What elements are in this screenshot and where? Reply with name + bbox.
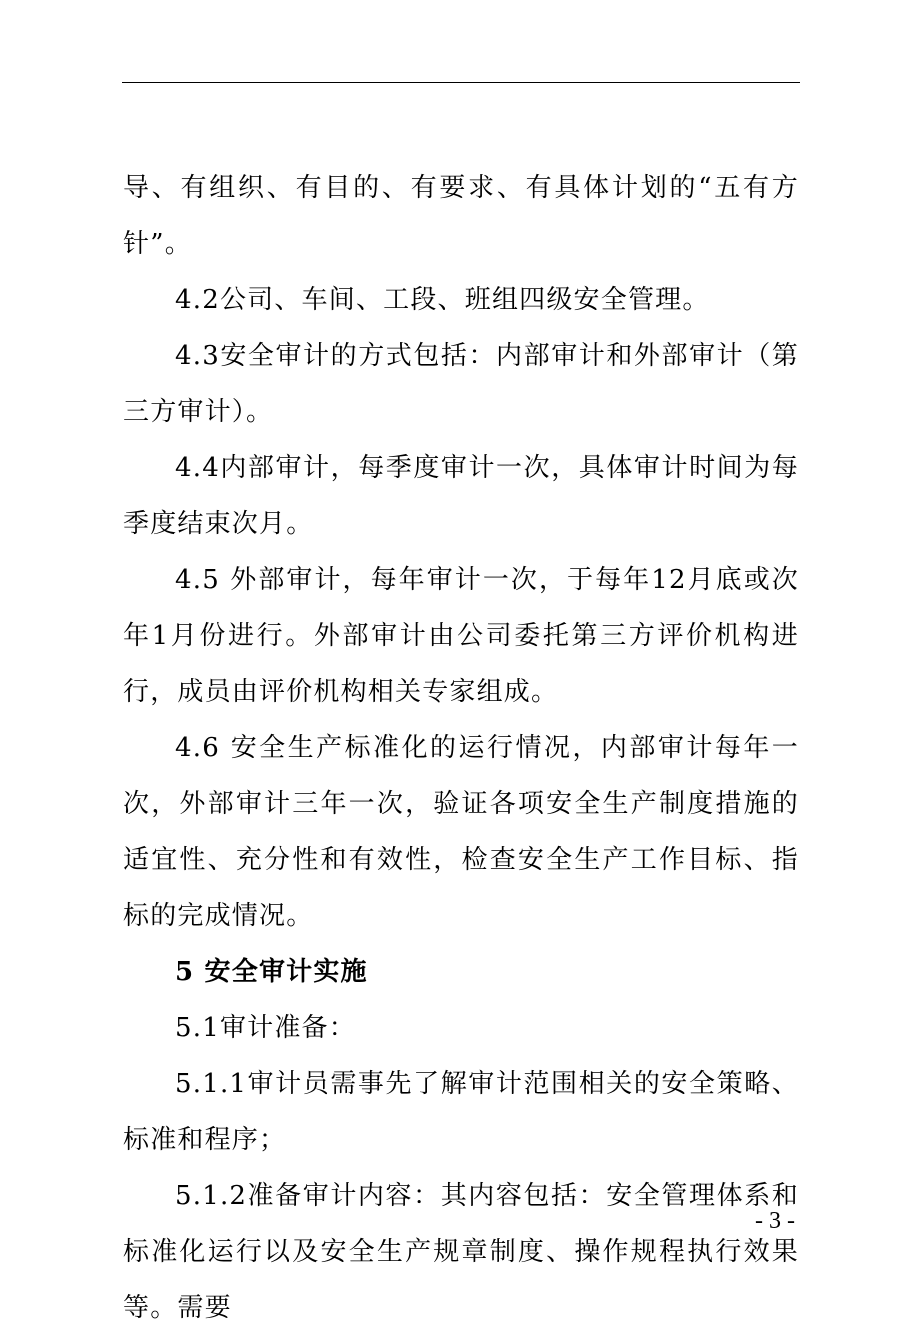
paragraph-4-4: 4.4内部审计，每季度审计一次，具体审计时间为每季度结束次月。 (123, 453, 799, 539)
paragraph-continuation: 导、有组织、有目的、有要求、有具体计划的“五有方针”。 (123, 173, 799, 259)
paragraph-4-6: 4.6 安全生产标准化的运行情况，内部审计每年一次，外部审计三年一次，验证各项安全生产制度措施的适宜性、充分性和有效性，检查安全生产工作目标、指标的完成情况。 (123, 733, 799, 931)
header-rule (122, 82, 800, 83)
paragraph-4-5: 4.5 外部审计，每年审计一次，于每年12月底或次年1月份进行。外部审计由公司委托第三方评价机构进行，成员由评价机构相关专家组成。 (123, 565, 799, 707)
paragraph-5-1-2: 5.1.2准备审计内容：其内容包括：安全管理体系和标准化运行以及安全生产规章制度、操作规程执行效果等。需要 (123, 1181, 799, 1323)
paragraph-4-2: 4.2公司、车间、工段、班组四级安全管理。 (175, 285, 710, 315)
paragraph-5-1-1: 5.1.1审计员需事先了解审计范围相关的安全策略、标准和程序； (123, 1069, 799, 1155)
document-body (123, 160, 799, 1336)
paragraph-5-1: 5.1审计准备： (175, 1013, 356, 1043)
section-heading-5: 5 安全审计实施 (175, 957, 368, 987)
page-number: - 3 - (755, 1208, 795, 1234)
paragraph-4-3: 4.3安全审计的方式包括：内部审计和外部审计（第三方审计）。 (123, 341, 799, 427)
